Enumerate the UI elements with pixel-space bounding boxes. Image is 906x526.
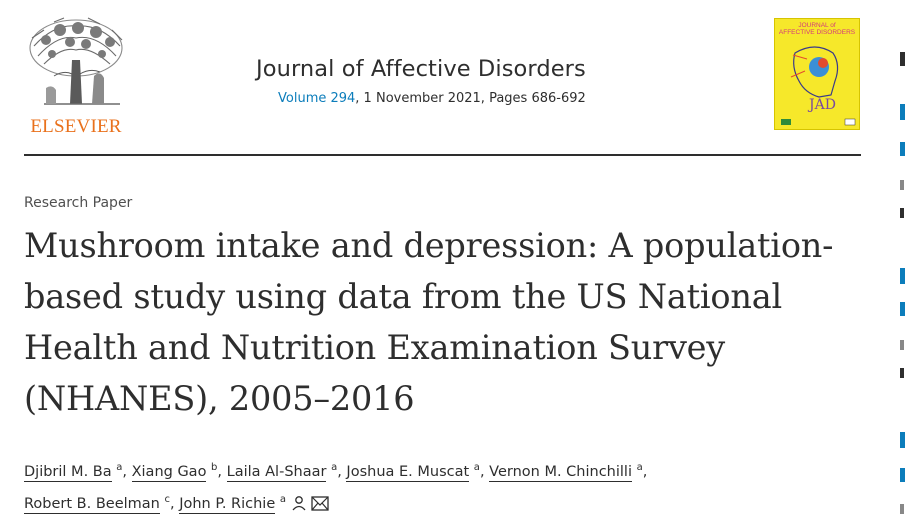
header-divider: [24, 154, 861, 156]
side-fragment: [900, 180, 904, 190]
affiliation-marker[interactable]: b: [211, 462, 218, 474]
affiliation-marker[interactable]: a: [116, 462, 123, 474]
issue-line: [278, 91, 676, 106]
side-fragment: [900, 468, 905, 482]
side-fragment: [900, 368, 904, 378]
cover-badge: JAD: [809, 97, 836, 113]
author-link[interactable]: Xiang Gao: [131, 464, 207, 480]
side-fragment: [900, 52, 905, 66]
side-fragment: [900, 504, 904, 514]
article-type: Research Paper: [24, 195, 133, 211]
side-fragment: [900, 208, 904, 218]
journal-title-link[interactable]: Journal of Affective Disorders: [256, 56, 586, 82]
author-entry: Laila Al-Shaar $^a$,: [226, 462, 347, 480]
cover-title-line2: AFFECTIVE DISORDERS: [778, 29, 856, 36]
author-entry: Djibril M. Ba $^a$,: [24, 462, 132, 480]
affiliation-marker[interactable]: c: [164, 494, 170, 506]
volume-link[interactable]: Volume 294: [278, 91, 356, 106]
side-fragment: [900, 432, 905, 448]
journal-header: [24, 14, 861, 156]
affiliation-marker[interactable]: a: [279, 494, 287, 506]
author-link[interactable]: Vernon M. Chinchilli: [489, 464, 632, 480]
author-link[interactable]: Joshua E. Muscat: [346, 464, 470, 480]
affiliation-marker[interactable]: a: [331, 462, 338, 474]
side-panel-cutoff: [898, 0, 906, 526]
author-entry: Xiang Gao $^b$,: [131, 462, 227, 480]
publisher-wordmark: ELSEVIER: [30, 116, 122, 137]
side-fragment: [900, 340, 904, 350]
side-fragment: [900, 142, 905, 156]
author-link[interactable]: John P. Richie: [179, 496, 276, 512]
side-fragment: [900, 302, 905, 316]
cover-artwork-icon: [775, 19, 860, 130]
journal-info: [256, 56, 676, 106]
affiliation-marker[interactable]: a: [473, 462, 480, 474]
author-link[interactable]: Djibril M. Ba: [24, 464, 112, 480]
cover-title-line1: JOURNAL of: [798, 22, 836, 29]
author-link[interactable]: Laila Al-Shaar: [226, 464, 327, 480]
author-entry: Joshua E. Muscat $^a$,: [346, 462, 490, 480]
author-entry: Vernon M. Chinchilli $^a$,: [489, 462, 648, 480]
author-entry: [179, 496, 290, 512]
elsevier-logo[interactable]: [24, 16, 128, 136]
author-link[interactable]: Robert B. Beelman: [24, 496, 160, 512]
issue-detail: , 1 November 2021, Pages 686-692: [355, 91, 586, 106]
author-list: [24, 456, 864, 523]
author-entry: Robert B. Beelman $^c$,: [24, 494, 180, 512]
affiliation-marker[interactable]: a: [636, 462, 643, 474]
side-fragment: [900, 104, 905, 120]
article-title: Mushroom intake and depression: A population-based study using data from the US National Health and Nutrition Examination Survey (NHANES), 2005–2016: [24, 226, 834, 418]
side-fragment: [900, 268, 905, 284]
person-icon[interactable]: [291, 491, 307, 523]
journal-cover[interactable]: [774, 18, 860, 130]
envelope-icon[interactable]: [311, 491, 329, 523]
elsevier-tree-icon: [24, 16, 128, 114]
